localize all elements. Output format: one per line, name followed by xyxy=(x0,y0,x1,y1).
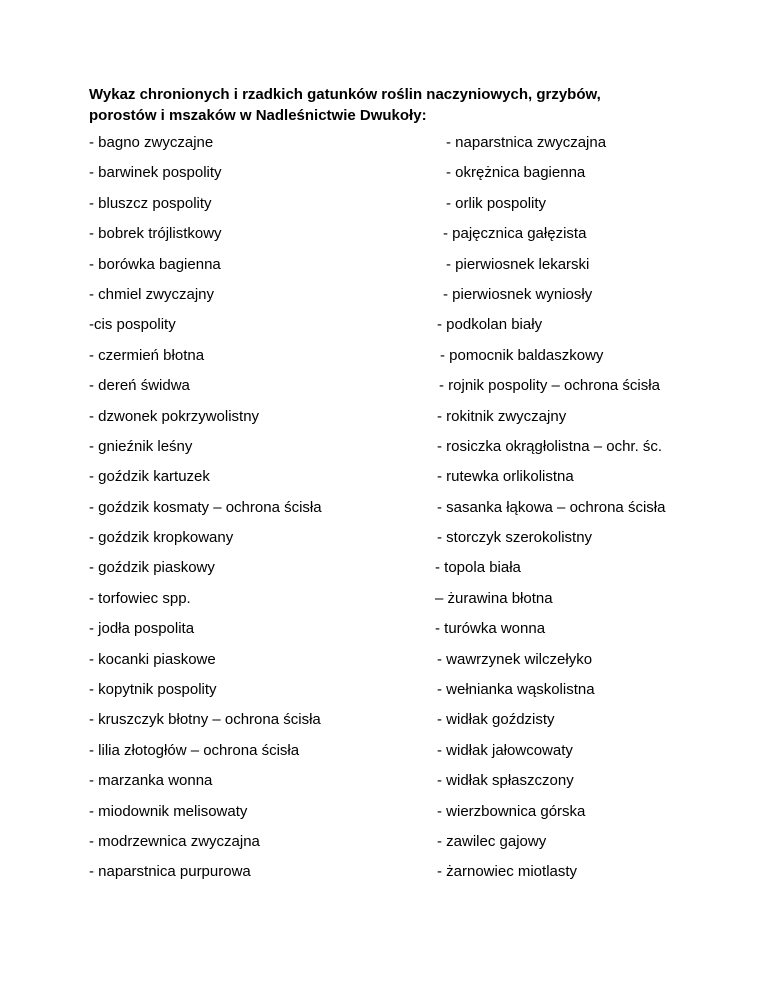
list-item: - żarnowiec miotlasty xyxy=(437,863,578,881)
list-item: - storczyk szerokolistny xyxy=(437,529,593,547)
list-item: – żurawina błotna xyxy=(435,589,553,607)
list-item: - goździk kosmaty – ochrona ścisła xyxy=(89,498,322,516)
title-line-2: porostów i mszaków w Nadleśnictwie Dwukoły: xyxy=(89,107,427,124)
list-item: - jodła pospolita xyxy=(89,620,195,638)
list-item: - gnieźnik leśny xyxy=(89,437,193,455)
list-item: - orlik pospolity xyxy=(446,194,547,212)
list-item: - borówka bagienna xyxy=(89,255,221,273)
list-item: - dereń świdwa xyxy=(89,377,190,395)
list-item: - rokitnik zwyczajny xyxy=(437,407,567,425)
list-item: - rutewka orlikolistna xyxy=(437,468,574,486)
list-item: - goździk piaskowy xyxy=(89,559,215,577)
list-item: - widłak jałowcowaty xyxy=(437,741,573,759)
list-item: - sasanka łąkowa – ochrona ścisła xyxy=(437,498,666,516)
list-item: - goździk kropkowany xyxy=(89,529,234,547)
list-item: - wawrzynek wilczełyko xyxy=(437,650,593,668)
list-item: - chmiel zwyczajny xyxy=(89,285,215,303)
species-list-left xyxy=(89,133,409,893)
list-item: - czermień błotna xyxy=(89,346,205,364)
list-item: - dzwonek pokrzywolistny xyxy=(89,407,260,425)
list-item: - kopytnik pospolity xyxy=(89,681,217,699)
list-item: - widłak goździsty xyxy=(437,711,555,729)
list-item: - wełnianka wąskolistna xyxy=(437,681,595,699)
list-item: - zawilec gajowy xyxy=(437,832,547,850)
list-item: - wierzbownica górska xyxy=(437,802,586,820)
list-item: - topola biała xyxy=(435,559,521,577)
title-line-1: Wykaz chronionych i rzadkich gatunków roślin naczyniowych, grzybów, xyxy=(89,86,601,103)
list-item: - rosiczka okrągłolistna – ochr. śc. xyxy=(437,437,663,455)
list-item: - modrzewnica zwyczajna xyxy=(89,832,260,850)
list-item: - pajęcznica gałęzista xyxy=(443,225,587,243)
list-item: - turówka wonna xyxy=(435,620,546,638)
list-item: -cis pospolity xyxy=(89,316,176,334)
list-item: - widłak spłaszczony xyxy=(437,772,574,790)
list-item: - bagno zwyczajne xyxy=(89,134,214,151)
list-item: - torfowiec spp. xyxy=(89,589,191,607)
list-item: - podkolan biały xyxy=(437,316,543,334)
list-item: - miodownik melisowaty xyxy=(89,802,248,820)
list-item: - bluszcz pospolity xyxy=(89,194,212,212)
list-item: - lilia złotogłów – ochrona ścisła xyxy=(89,741,300,759)
list-item: - okrężnica bagienna xyxy=(446,164,586,182)
list-item: - marzanka wonna xyxy=(89,772,213,790)
list-item: - pierwiosnek lekarski xyxy=(446,255,590,273)
list-item: - bobrek trójlistkowy xyxy=(89,225,222,243)
list-item: - pierwiosnek wyniosły xyxy=(443,285,593,303)
page-title xyxy=(89,84,689,126)
list-item: - kruszczyk błotny – ochrona ścisła xyxy=(89,711,321,729)
species-list-right xyxy=(437,133,757,893)
list-item: - rojnik pospolity – ochrona ścisła xyxy=(439,377,660,395)
list-item: - kocanki piaskowe xyxy=(89,650,216,668)
list-item: - pomocnik baldaszkowy xyxy=(440,346,604,364)
list-item: - naparstnica purpurowa xyxy=(89,863,251,881)
list-item: - naparstnica zwyczajna xyxy=(446,134,607,151)
list-item: - goździk kartuzek xyxy=(89,468,210,486)
list-item: - barwinek pospolity xyxy=(89,164,222,182)
